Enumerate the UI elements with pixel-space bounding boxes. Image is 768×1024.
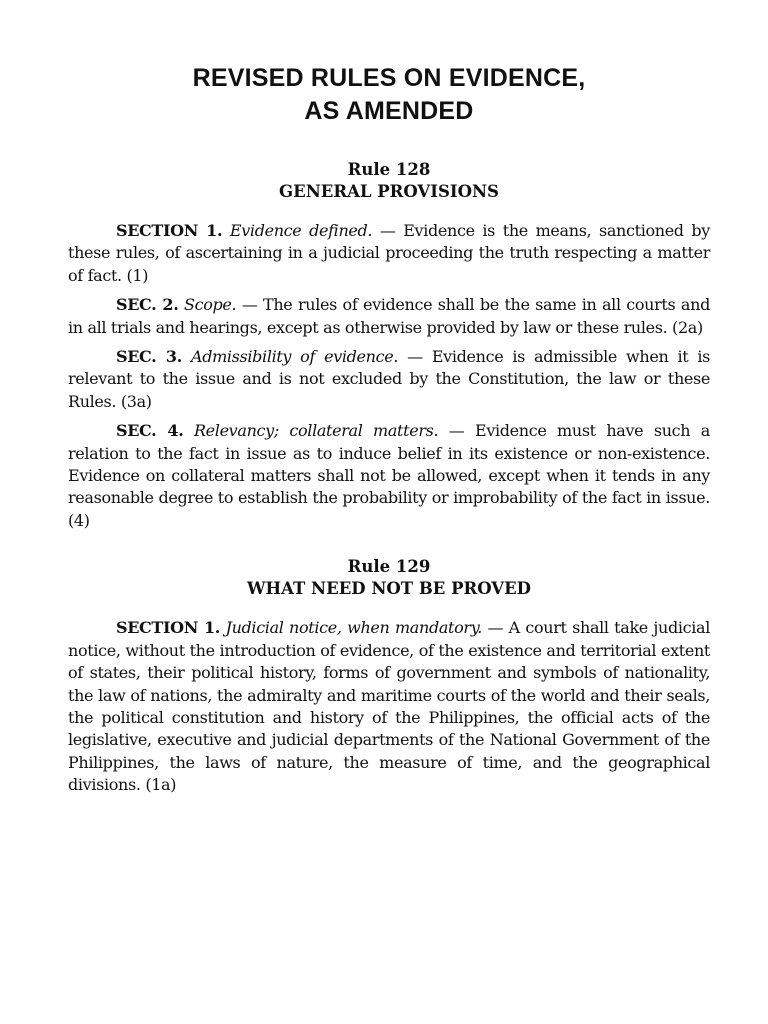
rule-128-header bbox=[68, 159, 710, 203]
rule-number: Rule 128 bbox=[347, 160, 431, 179]
document-page bbox=[68, 62, 710, 797]
rule-129-section-1 bbox=[68, 617, 710, 796]
section-text: — Evidence must have such a relation to the fact in issue as to induce belief in its existence or non-existence. Evidence on collateral matters shall not be allowed, except when it tends in any reasonable degree to establish the probability or improbability of the fact in issue. (4) bbox=[68, 421, 710, 530]
section-title: Judicial notice, when mandatory. bbox=[225, 618, 482, 638]
section-title: Scope. bbox=[183, 295, 237, 315]
section-text: — Evidence is admissible when it is relevant to the issue and is not excluded by the Constitution, the law or these Rules. (3a) bbox=[68, 347, 710, 411]
rule-128-section-1 bbox=[68, 220, 710, 287]
section-title: Relevancy; collateral matters. bbox=[193, 421, 439, 441]
section-title: Evidence defined. bbox=[229, 221, 373, 240]
section-text: — The rules of evidence shall be the same in all courts and in all trials and hearings, except as otherwise provided by law or these rules. (2a) bbox=[68, 295, 710, 337]
section-label: SEC. 4. bbox=[116, 421, 184, 441]
rule-heading: GENERAL PROVISIONS bbox=[279, 182, 499, 201]
rule-128-section-2 bbox=[68, 294, 710, 339]
document-title-line-1: REVISED RULES ON EVIDENCE, bbox=[192, 64, 586, 92]
rule-number: Rule 129 bbox=[347, 557, 431, 577]
rule-128-section-3 bbox=[68, 346, 710, 413]
section-text: — A court shall take judicial notice, without the introduction of evidence, of the existence and territorial extent of states, their political history, forms of government and symbols of nationality, the law of nations, the admiralty and maritime courts of the world and their seals, the political constitution and history of the Philippines, the official acts of the legislative, executive and judicial departments of the National Government of the Philippines, the laws of nature, the measure of time, and the geographical divisions. (1a) bbox=[68, 618, 710, 795]
section-label: SEC. 3. bbox=[116, 347, 182, 367]
section-label: SECTION 1. bbox=[116, 618, 220, 638]
section-text: — Evidence is the means, sanctioned by these rules, of ascertaining in a judicial proceeding the truth respecting a matter of fact. (1) bbox=[68, 221, 710, 285]
section-title: Admissibility of evidence. bbox=[190, 347, 399, 367]
section-label: SECTION 1. bbox=[116, 221, 223, 240]
rule-129-header bbox=[68, 556, 710, 600]
rule-128-section-4 bbox=[68, 420, 710, 532]
document-title-line-2: AS AMENDED bbox=[304, 97, 474, 125]
rule-heading: WHAT NEED NOT BE PROVED bbox=[247, 579, 531, 599]
document-title bbox=[68, 62, 710, 128]
section-label: SEC. 2. bbox=[116, 295, 179, 315]
